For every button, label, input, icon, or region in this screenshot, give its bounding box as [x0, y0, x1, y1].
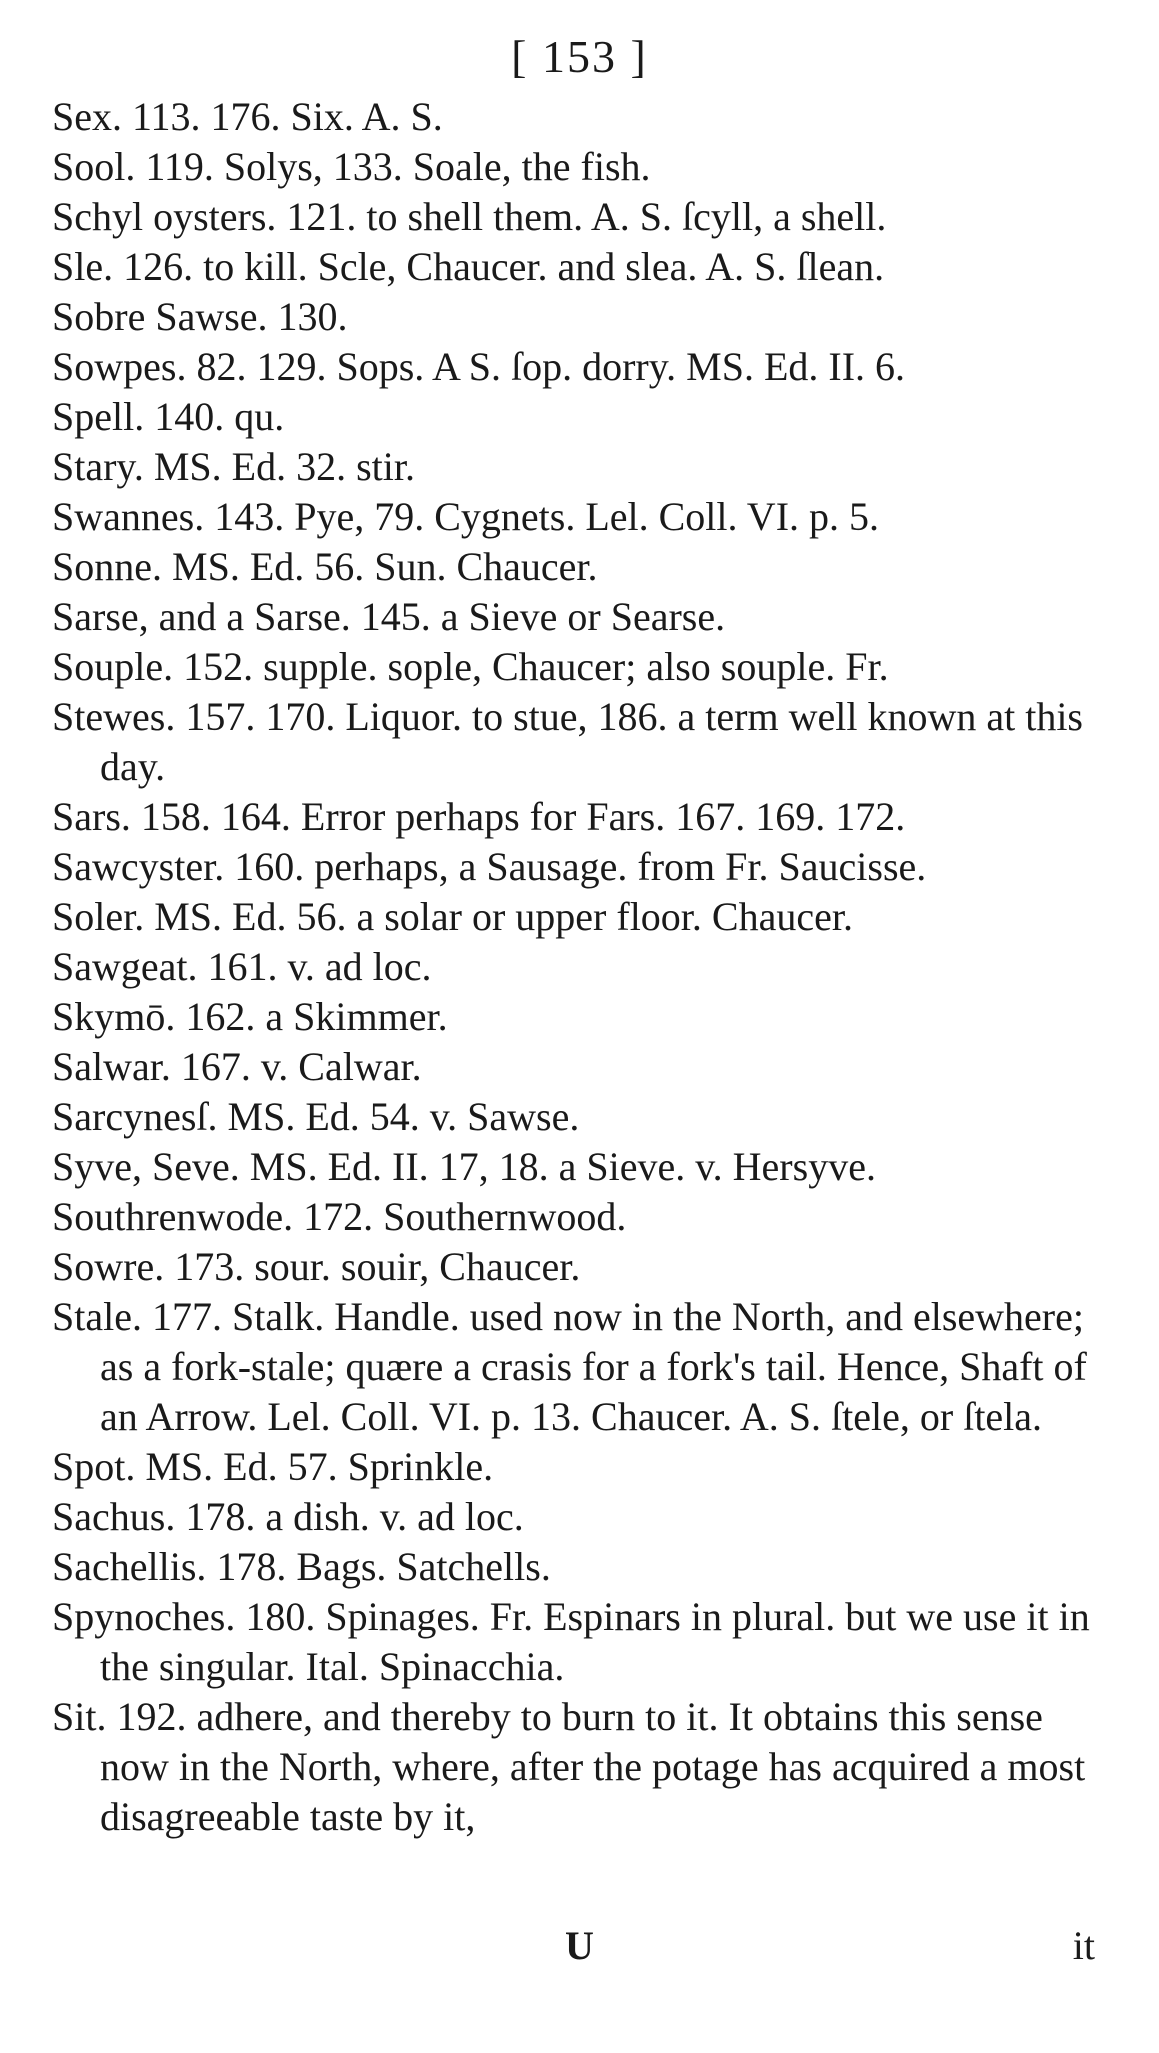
- glossary-entry: Sobre Sawse. 130.: [52, 294, 348, 339]
- glossary-entry: Sachellis. 178. Bags. Satchells.: [52, 1544, 551, 1589]
- glossary-entry: Sool. 119. Solys, 133. Soale, the fish.: [52, 144, 651, 189]
- glossary-entry: Spot. MS. Ed. 57. Sprinkle.: [52, 1444, 494, 1489]
- glossary-entry: Schyl oysters. 121. to shell them. A. S. ſcyll, a shell.: [52, 194, 887, 239]
- glossary-entry: Sle. 126. to kill. Scle, Chaucer. and slea. A. S. ſlean.: [52, 244, 885, 289]
- page-footer: [0, 1922, 1159, 1972]
- glossary-entry: Sarse, and a Sarse. 145. a Sieve or Searse.: [52, 594, 726, 639]
- glossary-entry: Spynoches. 180. Spinages. Fr. Espinars in plural. but we use it in the singular. Ital. Spinacchia.: [52, 1594, 1090, 1689]
- glossary-entry: Souple. 152. supple. sople, Chaucer; also souple. Fr.: [52, 644, 889, 689]
- glossary-entry: Skymō. 162. a Skimmer.: [52, 994, 448, 1039]
- glossary-entry: Spell. 140. qu.: [52, 394, 285, 439]
- glossary-entry: Syve, Seve. MS. Ed. II. 17, 18. a Sieve. v. Hersyve.: [52, 1144, 876, 1189]
- glossary-entry: Swannes. 143. Pye, 79. Cygnets. Lel. Coll. VI. p. 5.: [52, 494, 880, 539]
- glossary-entry: Salwar. 167. v. Calwar.: [52, 1044, 422, 1089]
- glossary-entry: Stewes. 157. 170. Liquor. to stue, 186. a term well known at this day.: [52, 694, 1083, 789]
- glossary-entry: Sawcyster. 160. perhaps, a Sausage. from Fr. Saucisse.: [52, 844, 927, 889]
- glossary-entry: Sit. 192. adhere, and thereby to burn to it. It obtains this sense now in the North, where, after the potage has acquired a most disagreeable taste by it,: [52, 1694, 1086, 1839]
- glossary-entry: Stale. 177. Stalk. Handle. used now in the North, and elsewhere; as a fork-stale; quære a crasis for a fork's tail. Hence, Shaft of an Arrow. Lel. Coll. VI. p. 13. Chaucer. A. S. ſtele, or ſtela.: [52, 1294, 1087, 1439]
- page-number: [ 153 ]: [511, 31, 648, 82]
- glossary-entry: Sex. 113. 176. Six. A. S.: [52, 94, 443, 139]
- glossary-entry: Sachus. 178. a dish. v. ad loc.: [52, 1494, 524, 1539]
- glossary-entry: Sowre. 173. sour. souir, Chaucer.: [52, 1244, 581, 1289]
- catchword: it: [1072, 1923, 1095, 1968]
- glossary-entry: Sars. 158. 164. Error perhaps for Fars. 167. 169. 172.: [52, 794, 906, 839]
- glossary-entry: Southrenwode. 172. Southernwood.: [52, 1194, 627, 1239]
- glossary-entry: Sonne. MS. Ed. 56. Sun. Chaucer.: [52, 544, 598, 589]
- signature-mark: U: [565, 1923, 594, 1968]
- glossary-entry: Sarcynesſ. MS. Ed. 54. v. Sawse.: [52, 1094, 580, 1139]
- glossary-entry: Sawgeat. 161. v. ad loc.: [52, 944, 432, 989]
- glossary-entries: [52, 92, 1112, 1842]
- glossary-entry: Sowpes. 82. 129. Sops. A S. ſop. dorry. MS. Ed. II. 6.: [52, 344, 906, 389]
- glossary-entry: Soler. MS. Ed. 56. a solar or upper floor. Chaucer.: [52, 894, 853, 939]
- glossary-entry: Stary. MS. Ed. 32. stir.: [52, 444, 415, 489]
